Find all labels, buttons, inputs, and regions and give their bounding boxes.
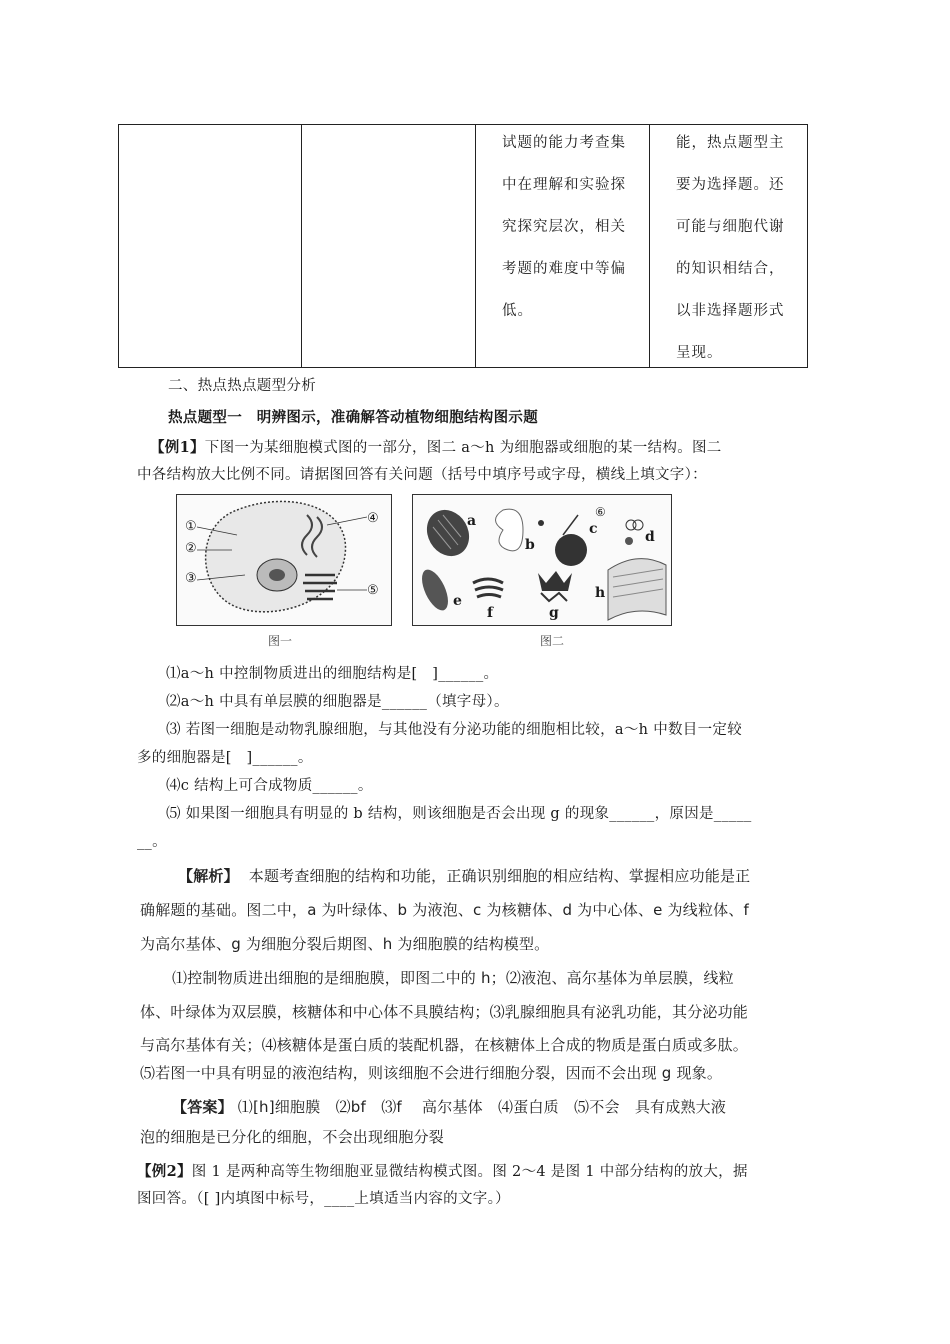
table-cell-line: 考题的难度中等偏 bbox=[502, 261, 626, 277]
figure2-label: b bbox=[525, 537, 535, 553]
question-2: ⑵a～h 中具有单层膜的细胞器是______（填字母）。 bbox=[166, 694, 509, 710]
cell-illustration bbox=[177, 495, 391, 625]
question-1: ⑴a～h 中控制物质进出的细胞结构是[ ]______。 bbox=[166, 666, 499, 682]
figure2-label: d bbox=[645, 529, 655, 545]
answer-label: 【答案】 bbox=[172, 1098, 233, 1116]
table-divider bbox=[649, 125, 650, 367]
summary-table bbox=[118, 124, 808, 368]
table-cell-line: 试题的能力考查集 bbox=[502, 135, 626, 151]
table-divider bbox=[301, 125, 302, 367]
analysis-line2: 确解题的基础。图二中，a 为叶绿体、b 为液泡、c 为核糖体、d 为中心体、e 为线粒体、f bbox=[140, 901, 750, 919]
table-cell-line: 要为选择题。还 bbox=[676, 177, 785, 193]
organelles-illustration bbox=[413, 495, 671, 625]
figure2-label: h bbox=[595, 585, 606, 601]
table-cell-col4 bbox=[676, 122, 785, 374]
example1-line1 bbox=[150, 436, 722, 457]
figure2-caption: 图二 bbox=[540, 634, 565, 648]
figure1-label: ④ bbox=[367, 511, 379, 526]
example1-line2: 中各结构放大比例不同。请据图回答有关问题（括号中填序号或字母，横线上填文字）： bbox=[137, 467, 707, 483]
question-3-cont: 多的细胞器是[ ]______。 bbox=[137, 750, 313, 766]
question-4: ⑷c 结构上可合成物质______。 bbox=[166, 778, 373, 794]
figure2-label: ⑥ bbox=[595, 505, 606, 519]
figure2-organelles bbox=[412, 494, 672, 626]
figure1-cell-diagram bbox=[176, 494, 392, 626]
analysis-line6: 与高尔基体有关；⑷核糖体是蛋白质的装配机器，在核糖体上合成的物质是蛋白质或多肽。 bbox=[140, 1036, 749, 1054]
analysis-line5: 体、叶绿体为双层膜，核糖体和中心体不具膜结构；⑶乳腺细胞具有泌乳功能，其分泌功能 bbox=[140, 1003, 749, 1021]
table-cell-line: 究探究层次，相关 bbox=[502, 219, 626, 235]
table-divider bbox=[475, 125, 476, 367]
figure2-label: g bbox=[549, 605, 559, 621]
answer-line1 bbox=[172, 1096, 726, 1117]
example-text: 下图一为某细胞模式图的一部分，图二 a～h 为细胞器或细胞的某一结构。图二 bbox=[204, 440, 722, 456]
figure2-label: e bbox=[453, 593, 462, 609]
example2-line1 bbox=[137, 1160, 748, 1181]
answer-text: ⑴[h]细胞膜 ⑵bf ⑶f 高尔基体 ⑷蛋白质 ⑸不会 具有成熟大液 bbox=[237, 1098, 727, 1116]
question-5-cont: __。 bbox=[137, 834, 167, 850]
table-cell-line: 低。 bbox=[502, 303, 533, 319]
figure2-label: c bbox=[589, 521, 598, 537]
figure1-label: ① bbox=[185, 519, 197, 534]
table-cell-line: 的知识相结合， bbox=[676, 261, 785, 277]
figure2-label: f bbox=[487, 605, 494, 621]
answer-line2: 泡的细胞是已分化的细胞，不会出现细胞分裂 bbox=[140, 1128, 445, 1146]
question-3: ⑶ 若图一细胞是动物乳腺细胞，与其他没有分泌功能的细胞相比较，a～h 中数目一定较 bbox=[166, 722, 742, 738]
example2-line2: 图回答。（[ ]内填图中标号，____上填适当内容的文字。） bbox=[137, 1191, 510, 1207]
example-label: 【例2】 bbox=[137, 1163, 192, 1180]
topic-title: 热点题型一 明辨图示，准确解答动植物细胞结构图示题 bbox=[168, 409, 538, 426]
figure1-label: ② bbox=[185, 541, 197, 556]
table-cell-line: 以非选择题形式 bbox=[676, 303, 785, 319]
section-title: 二、热点热点题型分析 bbox=[168, 378, 316, 394]
figure1-label: ⑤ bbox=[367, 583, 379, 598]
figure2-label: a bbox=[467, 513, 477, 529]
analysis-line4: ⑴控制物质进出细胞的是细胞膜，即图二中的 h；⑵液泡、高尔基体为单层膜，线粒 bbox=[172, 969, 734, 987]
table-cell-line: 能，热点题型主 bbox=[676, 135, 785, 151]
table-cell-line: 中在理解和实验探 bbox=[502, 177, 626, 193]
table-cell-line: 可能与细胞代谢 bbox=[676, 219, 785, 235]
table-cell-line: 呈现。 bbox=[676, 345, 723, 361]
figure1-label: ③ bbox=[185, 571, 197, 586]
table-cell-col3 bbox=[502, 122, 626, 332]
analysis-label: 【解析】 bbox=[178, 867, 239, 885]
example-label: 【例1】 bbox=[150, 439, 205, 456]
question-5: ⑸ 如果图一细胞具有明显的 b 结构，则该细胞是否会出现 g 的现象______，原因是_____ bbox=[166, 806, 752, 822]
analysis-line1 bbox=[178, 865, 750, 886]
analysis-text: 本题考查细胞的结构和功能，正确识别细胞的相应结构、掌握相应功能是正 bbox=[248, 867, 751, 885]
analysis-line7: ⑸若图一中具有明显的液泡结构，则该细胞不会进行细胞分裂，因而不会出现 g 现象。 bbox=[140, 1064, 723, 1082]
analysis-line3: 为高尔基体、g 为细胞分裂后期图、h 为细胞膜的结构模型。 bbox=[140, 935, 550, 953]
figure1-caption: 图一 bbox=[268, 634, 293, 648]
example-text: 图 1 是两种高等生物细胞亚显微结构模式图。图 2～4 是图 1 中部分结构的放大，据 bbox=[191, 1164, 748, 1180]
